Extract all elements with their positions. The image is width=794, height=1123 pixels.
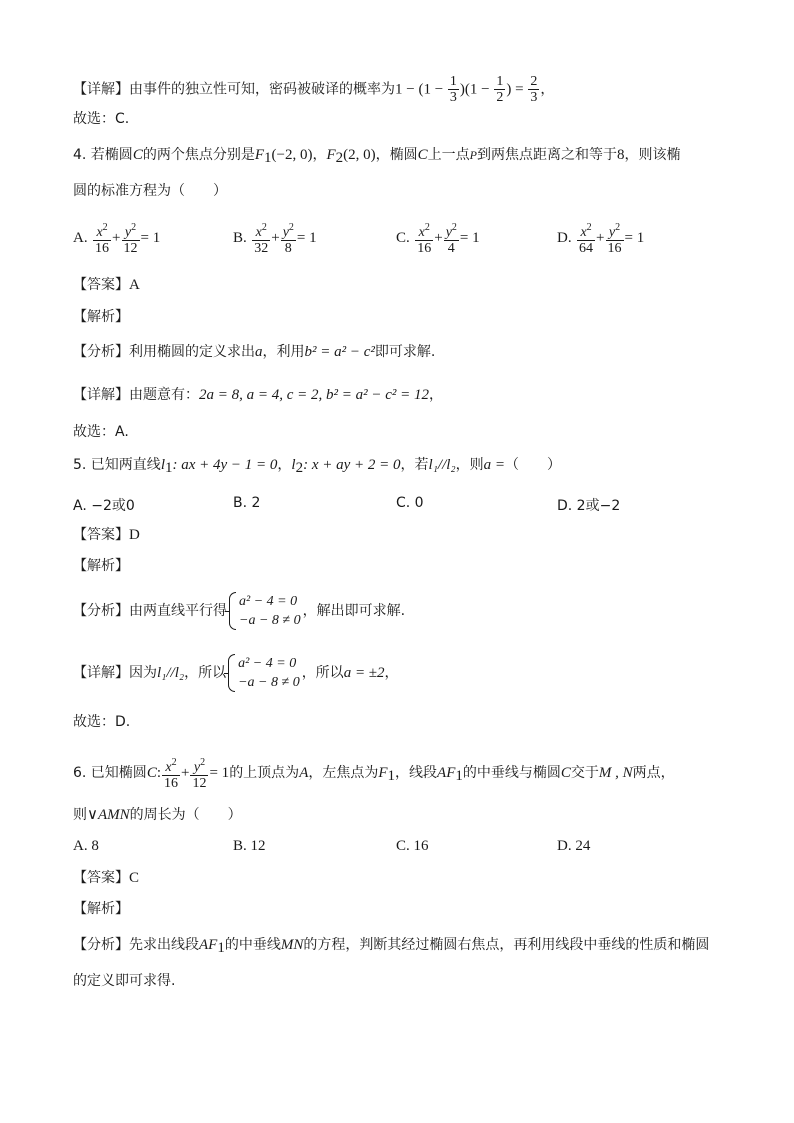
math-expr: = 1 [459, 230, 480, 246]
plus: + [271, 230, 280, 246]
answer-choice-line: 故选：C. [73, 111, 130, 127]
subscript: 2 [335, 150, 344, 166]
math-expr: = 1 [140, 230, 161, 246]
fraction [448, 74, 459, 105]
superscript: 2 [615, 222, 621, 233]
math-var: y [445, 225, 452, 240]
fraction [528, 74, 539, 105]
text: 交于 [570, 765, 599, 781]
math-expr: = 1 [624, 230, 645, 246]
answer-choice-line: 故选：A. [73, 424, 129, 440]
text: ，左焦点为 [308, 765, 379, 781]
option-b[interactable]: B. 12 [233, 838, 266, 854]
math-var: C [146, 765, 157, 781]
frac-num: 2 [530, 74, 538, 89]
math-var: AF [199, 937, 218, 953]
text: 5. 已知两直线 [73, 457, 161, 473]
answer-tag: 【答案】 [73, 277, 129, 293]
math-var: l [160, 457, 165, 473]
text: 的中垂线 [224, 937, 281, 953]
math-var: C [132, 147, 143, 163]
text: 4. 若椭圆 [73, 147, 133, 163]
math-expr: : x + ay + 2 = 0 [303, 457, 401, 473]
text: ，解出即可求解. [302, 603, 406, 619]
frac-den: 16 [417, 241, 432, 256]
punct: ， [429, 387, 444, 403]
text: 【分析】利用椭圆的定义求出 [73, 344, 255, 360]
option-label: A. [73, 230, 88, 246]
text: 【分析】先求出线段 [73, 937, 199, 953]
math-var: x [96, 225, 103, 240]
superscript: 2 [171, 757, 177, 768]
fraction [281, 220, 296, 256]
answer-value: C [129, 870, 140, 886]
frac-den: 16 [95, 241, 110, 256]
math-expr: a = ±2 [343, 665, 385, 681]
text: ，利用 [262, 344, 305, 360]
text: 则 [73, 807, 87, 823]
text: ，则该椭 [624, 147, 681, 163]
text: ，若 [400, 457, 429, 473]
text: ，所以 [184, 665, 227, 681]
superscript: 2 [131, 222, 137, 233]
fraction [494, 74, 505, 105]
math-expr: : ax + 4y − 1 = 0 [172, 457, 278, 473]
math-var: a [255, 344, 263, 360]
superscript: 2 [261, 222, 267, 233]
analysis-line [73, 343, 435, 361]
option-label: C. [396, 230, 410, 246]
frac-den: 3 [449, 90, 457, 105]
superscript: 2 [288, 222, 294, 233]
frac-den: 16 [607, 241, 622, 256]
system-row: −a − 8 ≠ 0 [238, 675, 300, 690]
answer-choice-line: 故选：D. [73, 714, 131, 730]
option-d[interactable]: D. 24 [557, 838, 591, 854]
option-d[interactable] [557, 220, 644, 256]
frac-den: 8 [284, 241, 292, 256]
analysis-tag: 【解析】 [73, 558, 129, 574]
option-b[interactable]: B. 2 [233, 495, 261, 511]
option-a[interactable] [73, 220, 160, 256]
solution-detail-text: 【详解】由事件的独立性可知，密码被破译的概率为 [73, 81, 395, 98]
answer-value: D [129, 527, 140, 543]
subscript: 2 [295, 460, 304, 476]
text: 到两焦点距离之和等于 [476, 147, 617, 163]
option-a[interactable]: A. −2或0 [73, 498, 135, 514]
text: 【分析】由两直线平行得 [73, 603, 227, 619]
option-label: D. [557, 230, 572, 246]
analysis-line [73, 591, 405, 631]
plus: + [112, 230, 121, 246]
math-var: x [165, 760, 172, 775]
text: ，椭圆 [375, 147, 418, 163]
analysis-line [73, 936, 709, 957]
brace [228, 654, 235, 692]
fraction [162, 755, 180, 791]
text: 的中垂线与椭圆 [462, 765, 561, 781]
system-row: a² − 4 = 0 [239, 594, 298, 609]
punct: ， [540, 81, 555, 98]
superscript: 2 [424, 222, 430, 233]
question-6-stem-cont [73, 806, 242, 824]
system-row: −a − 8 ≠ 0 [239, 613, 301, 628]
fraction [415, 220, 433, 256]
text: ，则 [455, 457, 484, 473]
option-label: B. [233, 230, 247, 246]
option-d[interactable]: D. 2或−2 [557, 498, 621, 514]
frac-den: 3 [530, 90, 538, 105]
text: 的上顶点为 [229, 765, 300, 781]
math-var: F [254, 147, 264, 163]
superscript: 2 [102, 222, 108, 233]
text: ，线段 [395, 765, 438, 781]
solution-detail-line [73, 74, 554, 105]
math-expr: 8 [616, 147, 625, 163]
frac-den: 12 [192, 776, 207, 791]
math-var: x [418, 225, 425, 240]
math-var: F [326, 147, 336, 163]
plus: + [181, 765, 190, 781]
math-var: F [378, 765, 388, 781]
math-expr: (2, 0) [343, 147, 376, 163]
math-expr: = 1 [296, 230, 317, 246]
subscript: 1 [387, 768, 396, 784]
math-expr: 1 − (1 − [395, 81, 447, 98]
math-var: A [299, 765, 309, 781]
math-expr: 2a = 8, a = 4, c = 2, b² = a² − c² = 12 [199, 387, 430, 403]
detail-line [73, 386, 443, 404]
math-expr: ) = [506, 81, 528, 98]
fraction [577, 220, 595, 256]
equation-system [229, 592, 301, 630]
math-var: MN [280, 937, 304, 953]
frac-num: 1 [496, 74, 504, 89]
math-var: M , N [598, 765, 633, 781]
math-var: y [193, 760, 201, 775]
superscript: 2 [586, 222, 592, 233]
analysis-line-cont: 的定义即可求得. [73, 973, 176, 989]
option-c[interactable] [396, 220, 480, 256]
text: 【详解】由题意有： [73, 387, 199, 403]
frac-den: 32 [254, 241, 269, 256]
option-a[interactable]: A. 8 [73, 838, 99, 854]
text: 的方程，判断其经过椭圆右焦点，再利用线段中垂线的性质和椭圆 [303, 937, 710, 953]
answer-line [73, 526, 140, 544]
superscript: 2 [200, 757, 206, 768]
option-b[interactable] [233, 220, 317, 256]
math-expr: l₁//l₂ [428, 457, 456, 473]
detail-line [73, 653, 399, 693]
fraction [252, 220, 270, 256]
analysis-tag: 【解析】 [73, 309, 129, 325]
fraction [444, 220, 459, 256]
text: 【详解】因为 [73, 665, 157, 681]
math-var: x [580, 225, 587, 240]
math-var: l [291, 457, 296, 473]
text: （ ） [505, 457, 562, 473]
answer-line [73, 869, 139, 887]
frac-den: 2 [496, 90, 504, 105]
text: ，所以 [301, 665, 344, 681]
answer-tag: 【答案】 [73, 870, 129, 886]
text: 的两个焦点分别是 [142, 147, 255, 163]
fraction [606, 220, 624, 256]
answer-tag: 【答案】 [73, 527, 129, 543]
option-c[interactable]: C. 0 [396, 495, 424, 511]
math-var: y [608, 225, 616, 240]
math-expr: )(1 − [459, 81, 494, 98]
frac-den: 16 [164, 776, 178, 791]
answer-line [73, 276, 140, 294]
math-var: y [282, 225, 289, 240]
math-expr: = 1 [209, 765, 230, 781]
text: 即可求解. [374, 344, 436, 360]
fraction [122, 220, 140, 256]
math-expr: ∨AMN [87, 807, 130, 823]
plus: + [596, 230, 605, 246]
system-row: a² − 4 = 0 [238, 656, 297, 671]
math-var: x [255, 225, 262, 240]
answer-value: A [129, 277, 140, 293]
equation-system [228, 654, 300, 692]
question-5-stem [73, 456, 561, 477]
punct: ， [277, 457, 292, 473]
math-expr: (−2, 0) [271, 147, 313, 163]
subscript: 1 [217, 940, 225, 956]
text: 上一点 [427, 147, 470, 163]
text: 的周长为（ ） [129, 807, 242, 823]
math-var: C [560, 765, 571, 781]
question-4-stem [73, 146, 680, 167]
fraction [190, 755, 208, 791]
math-expr: a = [483, 457, 506, 473]
frac-den: 12 [123, 241, 138, 256]
math-var: y [124, 225, 132, 240]
superscript: 2 [451, 222, 457, 233]
plus: + [434, 230, 443, 246]
subscript: 1 [164, 460, 173, 476]
text: 6. 已知椭圆 [73, 765, 147, 781]
analysis-tag: 【解析】 [73, 901, 129, 917]
math-expr: b² = a² − c² [304, 344, 375, 360]
text: 两点， [632, 765, 675, 781]
punct: ， [384, 665, 399, 681]
punct: ， [312, 147, 327, 163]
frac-den: 4 [447, 241, 455, 256]
question-6-stem [73, 755, 675, 793]
fraction [93, 220, 111, 256]
math-var: C [417, 147, 428, 163]
subscript: 1 [264, 150, 272, 166]
frac-den: 64 [579, 241, 594, 256]
brace [229, 592, 236, 630]
math-var: AF [437, 765, 456, 781]
math-expr: l₁//l₂ [157, 665, 185, 681]
math-var: P [469, 148, 477, 162]
option-c[interactable]: C. 16 [396, 838, 429, 854]
question-4-stem-cont: 圆的标准方程为（ ） [73, 183, 227, 199]
punct: : [156, 765, 161, 781]
subscript: 1 [455, 768, 463, 784]
frac-num: 1 [449, 74, 457, 89]
